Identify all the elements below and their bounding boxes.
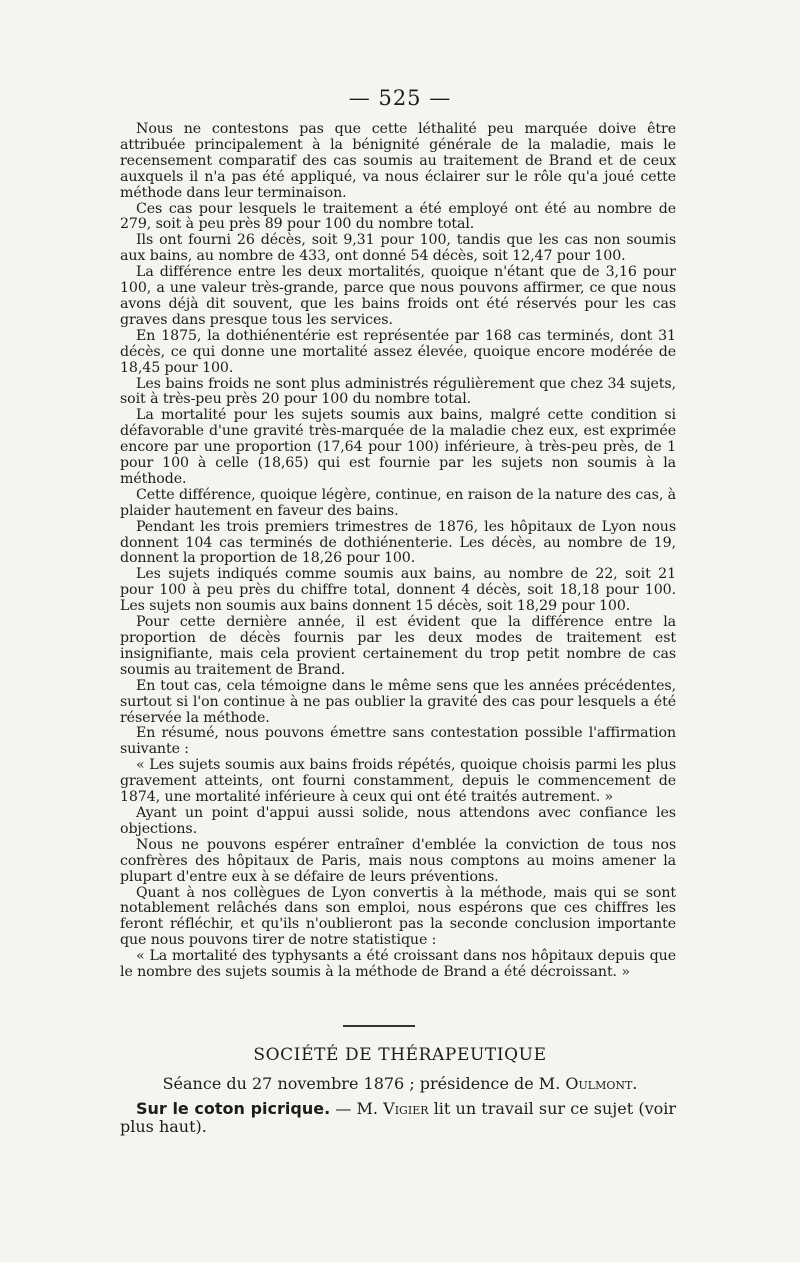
section-title: SOCIÉTÉ DE THÉRAPEUTIQUE (253, 1045, 547, 1065)
president-name: Oulmont. (565, 1074, 638, 1093)
em-dash: — (335, 1099, 352, 1118)
speaker-prefix: M. (356, 1099, 378, 1118)
body-text (120, 122, 676, 981)
final-text: lit un travail sur ce sujet (voir plus haut). (120, 1099, 677, 1136)
paragraph: Pendant les trois premiers trimestres de 1876, les hôpitaux de Lyon nous donnent 104 cas terminés de dothiénenterie. Les décès, au nombre de 19, donnent la proportion de 18,26 pour 100. (120, 518, 676, 567)
session-text: Séance du 27 novembre 1876 ; présidence de M. (162, 1074, 561, 1093)
paragraph: En 1875, la dothiénentérie est représentée par 168 cas terminés, dont 31 décès, ce qui donne une mortalité assez élevée, quoique encore modérée de 18,45 pour 100. (120, 327, 676, 376)
paragraph: En tout cas, cela témoigne dans le même sens que les années précédentes, surtout si l'on continue à ne pas oublier la gravité des cas pour lesquels a été réservée la méthode. (120, 677, 676, 726)
quoted-conclusion: « Les sujets soumis aux bains froids répétés, quoique choisis parmi les plus gravement atteints, ont fourni constamment, depuis le commencement de 1874, une mortalité inférieure à ceux qui ont été traités autrement. » (120, 757, 676, 806)
paragraph: Ces cas pour lesquels le traitement a été employé ont été au nombre de 279, soit à peu près 89 pour 100 du nombre total. (120, 200, 676, 233)
paragraph: La mortalité pour les sujets soumis aux bains, malgré cette condition si défavorable d'une gravité très-marquée de la maladie chez eux, est exprimée encore par une proportion (17,64 pour 100) inférieure, à très-peu près, de 1 pour 100 à celle (18,65) qui est fournie par les sujets non soumis à la méthode. (120, 407, 676, 487)
paragraph: La différence entre les deux mortalités, quoique n'étant que de 3,16 pour 100, a une valeur très-grande, parce que nous pouvons affirmer, ce que nous avons déjà dit souvent, que les bains froids ont été réservés pour les cas graves dans presque tous les services. (120, 264, 676, 328)
paragraph: En résumé, nous pouvons émettre sans contestation possible l'affirmation suivante : (120, 725, 676, 758)
paragraph: Ayant un point d'appui aussi solide, nous attendons avec confiance les objections. (120, 804, 676, 837)
paragraph: Les sujets indiqués comme soumis aux bains, au nombre de 22, soit 21 pour 100 à peu près du chiffre total, donnent 4 décès, soit 18,18 pour 100. Les sujets non soumis aux bains donnent 15 décès, soit 18,29 pour 100. (120, 566, 676, 615)
paragraph: Nous ne pouvons espérer entraîner d'emblée la conviction de tous nos confrères des hôpitaux de Paris, mais nous comptons au moins amener la plupart d'entre eux à se défaire de leurs préventions. (120, 836, 676, 885)
paragraph: Ils ont fourni 26 décès, soit 9,31 pour 100, tandis que les cas non soumis aux bains, au nombre de 433, ont donné 54 décès, soit 12,47 pour 100. (120, 232, 676, 265)
speaker-name: Vigier (383, 1099, 429, 1118)
article-heading: Sur le coton picrique. (136, 1099, 331, 1118)
quoted-conclusion: « La mortalité des typhysants a été croissant dans nos hôpitaux depuis que le nombre des sujets soumis à la méthode de Brand a été décroissant. » (120, 948, 676, 981)
section-divider (343, 1025, 415, 1027)
paragraph: Quant à nos collègues de Lyon convertis à la méthode, mais qui se sont notablement relâchés dans son emploi, nous espérons que ces chiffres les feront réfléchir, et qu'ils n'oublieront pas la seconde conclusion importante que nous pouvons tirer de notre statistique : (120, 884, 676, 949)
page-number: — 525 — (348, 86, 452, 110)
paragraph: Cette différence, quoique légère, continue, en raison de la nature des cas, à plaider hautement en faveur des bains. (120, 486, 676, 519)
session-line (0, 1074, 800, 1093)
final-paragraph (120, 1100, 676, 1136)
paragraph: Les bains froids ne sont plus administrés régulièrement que chez 34 sujets, soit à très-peu près 20 pour 100 du nombre total. (120, 375, 676, 408)
paragraph: Nous ne contestons pas que cette léthalité peu marquée doive être attribuée principalement à la bénignité générale de la maladie, mais le recensement comparatif des cas soumis au traitement de Brand et de ceux auxquels il n'a pas été appliqué, va nous éclairer sur le rôle qu'a joué cette méthode dans leur terminaison. (120, 121, 676, 201)
paragraph: Pour cette dernière année, il est évident que la différence entre la proportion de décès fournis par les deux modes de traitement est insignifiante, mais cela provient certainement du trop petit nombre de cas soumis au traitement de Brand. (120, 614, 676, 678)
